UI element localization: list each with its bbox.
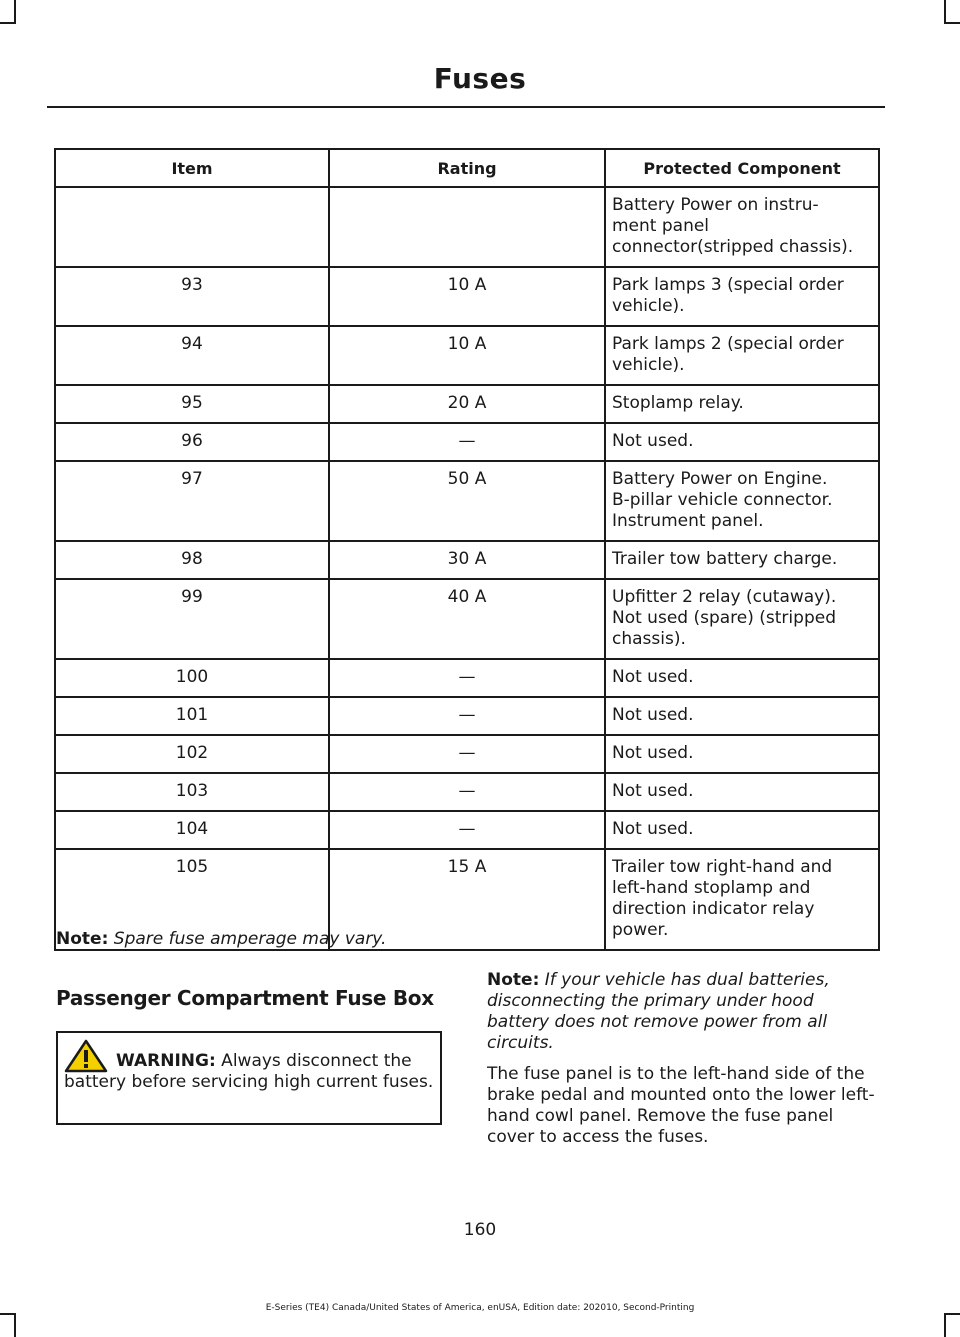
cell-protected-component: Not used. [605,697,879,735]
cell-protected-component: Park lamps 2 (special order vehicle). [605,326,879,385]
cell-item: 98 [55,541,329,579]
cell-item: 102 [55,735,329,773]
cell-rating: 10 A [329,267,605,326]
section-heading: Passenger Compartment Fuse Box [56,986,434,1010]
cell-rating: — [329,423,605,461]
cell-rating: — [329,735,605,773]
cell-rating: 10 A [329,326,605,385]
table-row [55,423,879,461]
header-item: Item [55,149,329,187]
table-row [55,735,879,773]
cell-rating [329,187,605,267]
cell-rating: — [329,659,605,697]
crop-mark [14,1315,16,1337]
crop-mark [944,1313,960,1315]
table-row [55,659,879,697]
table-row [55,811,879,849]
title-rule [47,106,885,108]
table-row [55,697,879,735]
table-row [55,326,879,385]
cell-protected-component: Not used. [605,423,879,461]
cell-item: 99 [55,579,329,659]
cell-rating: — [329,811,605,849]
crop-mark [0,1313,16,1315]
dual-battery-note [487,970,877,1054]
warning-text [64,1051,434,1093]
cell-item: 104 [55,811,329,849]
page-number: 160 [463,1220,497,1240]
table-row [55,385,879,423]
crop-mark [0,22,16,24]
cell-item: 105 [55,849,329,950]
table-row [55,461,879,541]
warning-body: Always disconnect the battery before servicing high current fuses. [64,1051,434,1092]
crop-mark [944,1315,946,1337]
cell-item: 95 [55,385,329,423]
note-text: If your vehicle has dual batteries, disconnecting the primary under hood battery does not remove power from all circuits. [487,970,830,1053]
cell-item: 94 [55,326,329,385]
fuse-panel-location-paragraph: The fuse panel is to the left-hand side of the brake pedal and mounted onto the lower left-hand cowl panel. Remove the fuse panel cover to access the fuses. [487,1064,875,1147]
crop-mark [944,22,960,24]
note-label: Note: [487,970,540,990]
table-row [55,541,879,579]
table-row [55,773,879,811]
cell-protected-component: Upfitter 2 relay (cutaway). Not used (spare) (stripped chassis). [605,579,879,659]
cell-protected-component: Trailer tow battery charge. [605,541,879,579]
cell-item: 97 [55,461,329,541]
header-rating: Rating [329,149,605,187]
cell-protected-component: Trailer tow right-hand and left-hand stoplamp and direction indicator relay power. [605,849,879,950]
cell-protected-component: Park lamps 3 (special order vehicle). [605,267,879,326]
warning-box [56,1031,442,1125]
cell-protected-component: Not used. [605,735,879,773]
cell-protected-component: Not used. [605,659,879,697]
cell-item [55,187,329,267]
note-label: Note: [56,929,109,949]
cell-rating: — [329,773,605,811]
crop-mark [944,0,946,22]
fuse-table [54,148,880,951]
page-title: Fuses [433,62,527,95]
cell-protected-component: Battery Power on instru- ment panel connector(stripped chassis). [605,187,879,267]
cell-protected-component: Battery Power on Engine. B-pillar vehicle connector. Instrument panel. [605,461,879,541]
cell-item: 103 [55,773,329,811]
cell-item: 100 [55,659,329,697]
table-header-row [55,149,879,187]
warning-label: WARNING: [116,1051,216,1071]
cell-item: 93 [55,267,329,326]
cell-rating: 30 A [329,541,605,579]
cell-rating: — [329,697,605,735]
table-note [56,929,386,949]
table-row [55,187,879,267]
crop-mark [14,0,16,22]
cell-protected-component: Stoplamp relay. [605,385,879,423]
table-row [55,267,879,326]
cell-rating: 15 A [329,849,605,950]
header-protected-component: Protected Component [605,149,879,187]
cell-item: 96 [55,423,329,461]
cell-protected-component: Not used. [605,773,879,811]
cell-protected-component: Not used. [605,811,879,849]
warning-triangle-icon [64,1039,108,1073]
cell-rating: 50 A [329,461,605,541]
cell-rating: 40 A [329,579,605,659]
page-footer: E-Series (TE4) Canada/United States of America, enUSA, Edition date: 202010, Second-Printing [265,1303,695,1313]
cell-rating: 20 A [329,385,605,423]
cell-item: 101 [55,697,329,735]
note-text: Spare fuse amperage may vary. [108,929,387,949]
table-row [55,579,879,659]
